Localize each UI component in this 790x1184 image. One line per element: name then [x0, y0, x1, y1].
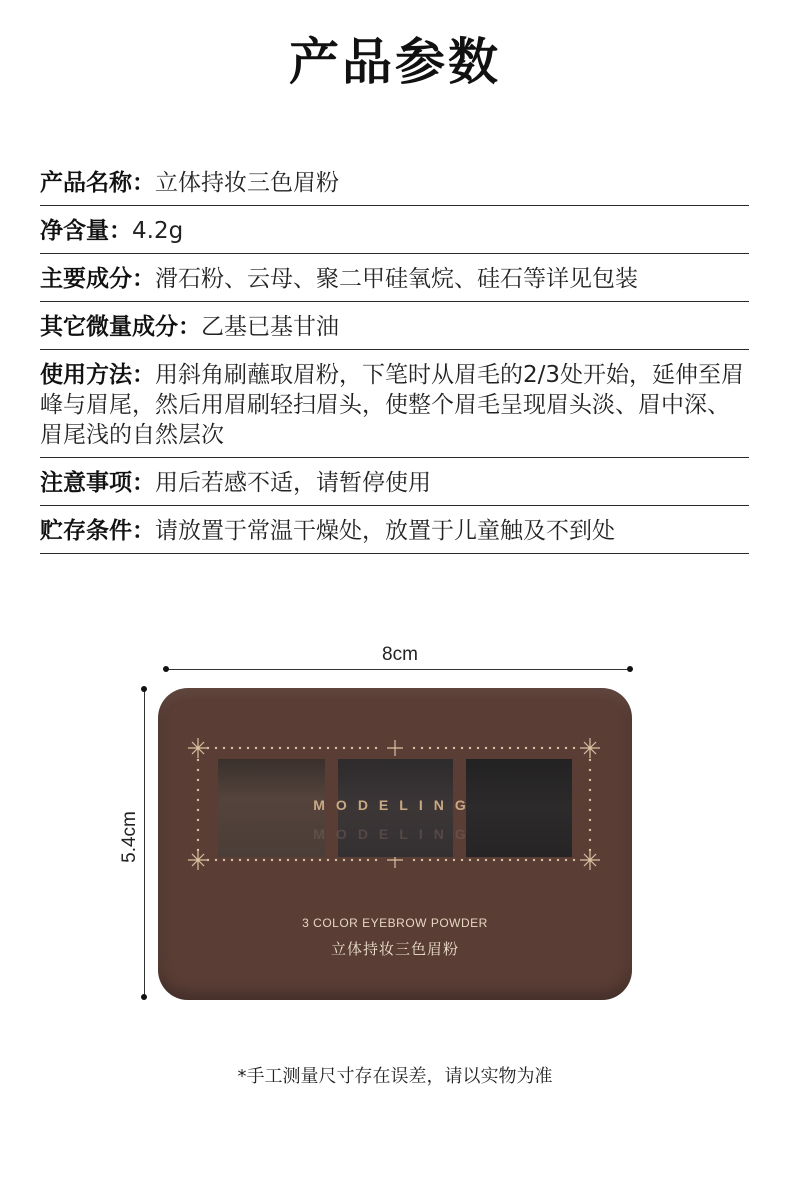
spec-label: 主要成分： [40, 266, 155, 292]
height-dimension-label: 5.4cm [118, 811, 140, 863]
spec-row-minor-ingredients [40, 302, 749, 350]
spec-value: 请放置于常温干燥处，放置于儿童触及不到处 [155, 518, 615, 544]
product-name-english: 3 COLOR EYEBROW POWDER [302, 916, 488, 930]
spec-row-net-content [40, 206, 749, 254]
spec-label: 其它微量成分： [40, 314, 201, 340]
spec-label: 贮存条件： [40, 518, 155, 544]
spec-row-storage [40, 506, 749, 554]
brand-logo-reflection: MODELING [313, 826, 477, 842]
spec-row-product-name [40, 158, 749, 206]
spec-row-main-ingredients [40, 254, 749, 302]
dimension-dot [163, 666, 169, 672]
width-dimension-label: 8cm [382, 644, 418, 665]
spec-value: 乙基已基甘油 [201, 314, 339, 340]
spec-value: 用后若感不适，请暂停使用 [155, 470, 431, 496]
dimension-dot [627, 666, 633, 672]
dimension-dot [141, 994, 147, 1000]
spec-value: 滑石粉、云母、聚二甲硅氧烷、硅石等详见包装 [155, 266, 638, 292]
spec-value: 4.2g [132, 218, 184, 244]
spec-label: 注意事项： [40, 470, 155, 496]
height-dimension-line [144, 689, 145, 997]
spec-label: 产品名称： [40, 170, 155, 196]
spec-label: 使用方法： [40, 362, 155, 388]
brand-logo: MODELING [313, 797, 477, 813]
page-title: 产品参数 [289, 33, 501, 91]
spec-row-precautions [40, 458, 749, 506]
spec-value: 立体持妆三色眉粉 [155, 170, 339, 196]
spec-row-usage [40, 350, 749, 458]
spec-label: 净含量： [40, 218, 132, 244]
measurement-footnote: *手工测量尺寸存在误差，请以实物为准 [237, 1066, 553, 1087]
width-dimension-line [166, 669, 630, 670]
dimension-dot [141, 686, 147, 692]
spec-value: 用斜角刷蘸取眉粉，下笔时从眉毛的2/3处开始，延伸至眉峰与眉尾，然后用眉刷轻扫眉头，使整个眉毛呈现眉头淡、眉中深、眉尾浅的自然层次 [40, 362, 745, 448]
spec-list [40, 158, 749, 554]
product-name-chinese: 立体持妆三色眉粉 [330, 940, 459, 958]
